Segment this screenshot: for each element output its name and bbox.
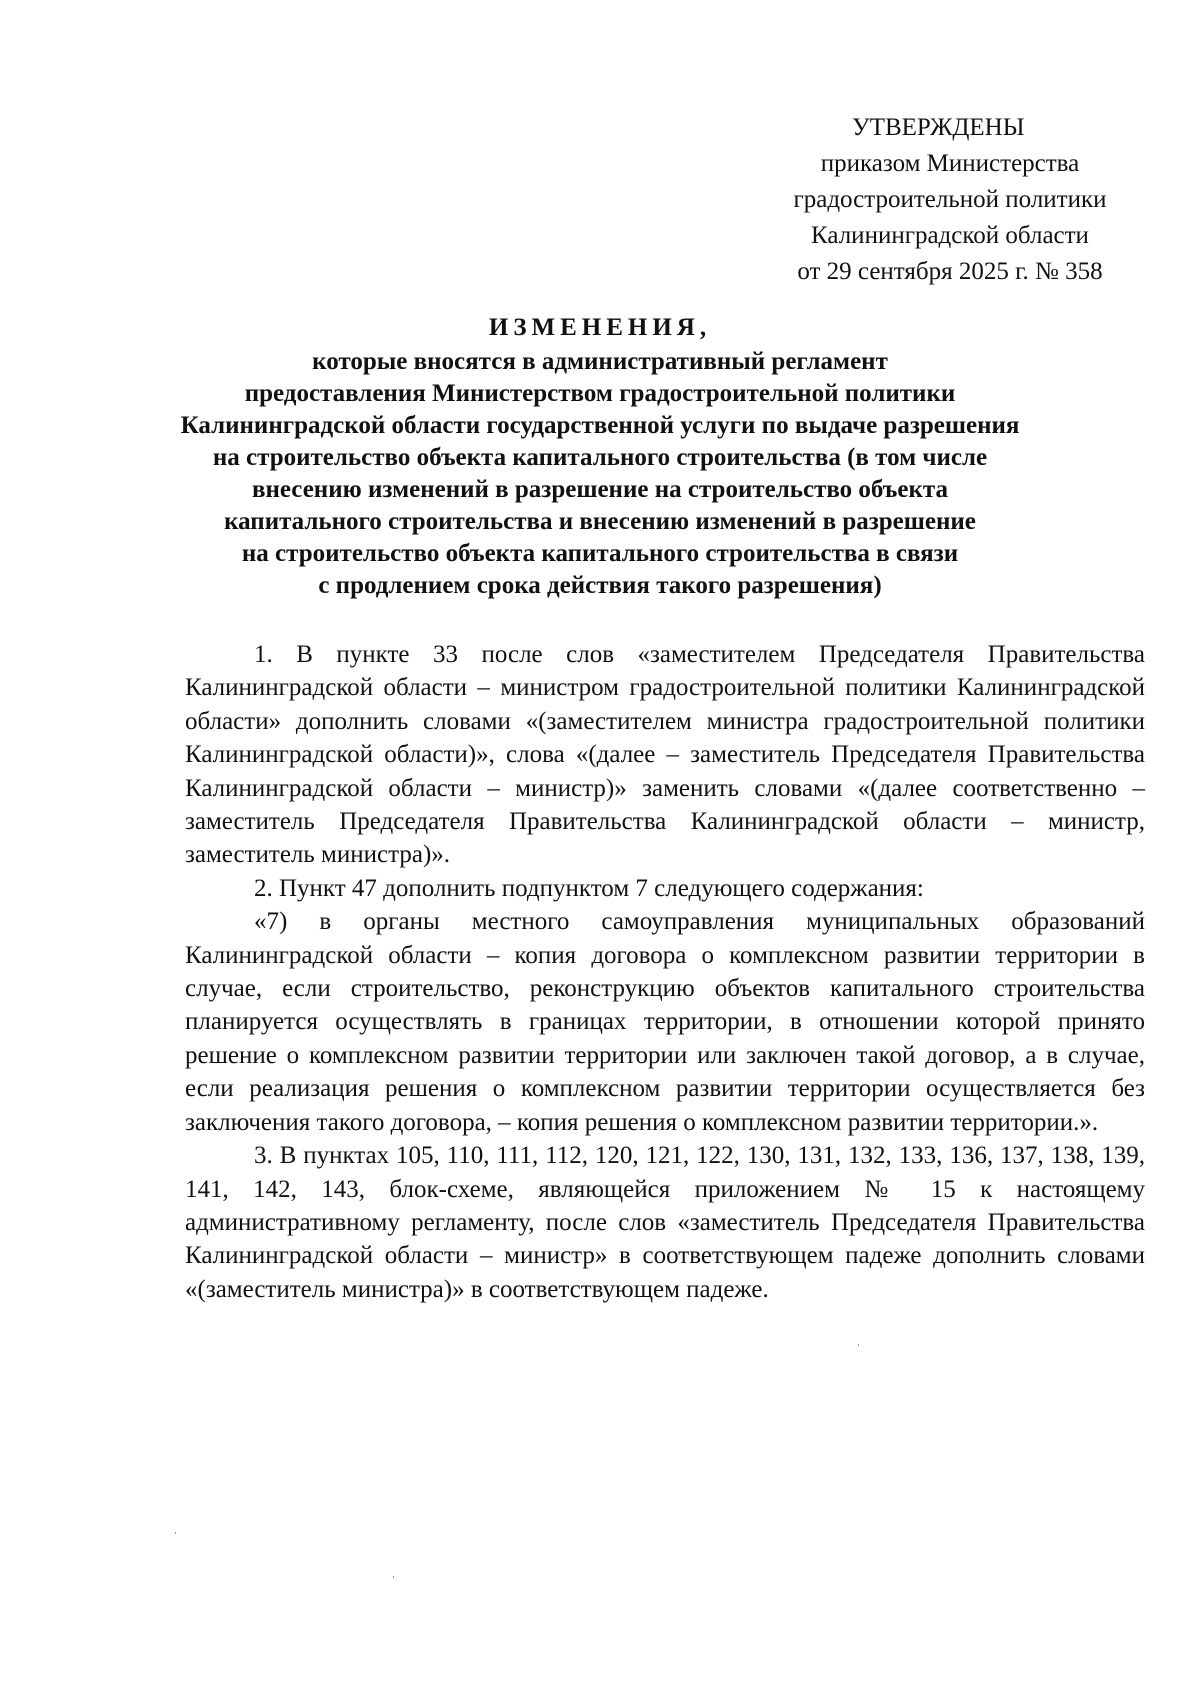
- heading-line: которые вносятся в административный регламент: [312, 348, 888, 375]
- paragraph-item-3: 3. В пунктах 105, 110, 111, 112, 120, 121, 122, 130, 131, 132, 133, 136, 137, 138, 139, 141, 142, 143, блок-схеме, являющейся приложением № 15 к настоящему административному регламенту, после слов «заместитель Председателя Правительства Калининградской области – министр» в соответствующем падеже дополнить словами «(заместитель министра)» в соответствующем падеже.: [185, 1142, 1145, 1303]
- heading-line: на строительство объекта капитального строительства в связи: [241, 540, 959, 567]
- approval-line-order: приказом Министерства: [820, 150, 1080, 177]
- document-heading: [170, 312, 1030, 602]
- heading-line: предоставления Министерством градостроительной политики: [244, 380, 956, 407]
- approval-line-date: от 29 сентября 2025 г. № 358: [797, 258, 1103, 285]
- heading-line: внесению изменений в разрешение на строительство объекта: [252, 476, 948, 503]
- heading-line: капитального строительства и внесению изменений в разрешение: [224, 508, 976, 535]
- paragraph-subitem-7: «7) в органы местного самоуправления муниципальных образований Калининградской области – копия договора о комплексном развитии территории в случае, если строительство, реконструкцию объектов капитального строительства планируется осуществлять в границах территории, в отношении которой принято решение о комплексном развитии территории или заключен такой договор, а в случае, если реализация решения о комплексном развитии территории осуществляется без заключения такого договора, – копия решения о комплексном развитии территории.».: [185, 908, 1145, 1136]
- heading-title: ИЗМЕНЕНИЯ,: [488, 314, 712, 341]
- scan-speck: [858, 1344, 859, 1346]
- document-body: [185, 638, 1145, 1306]
- scan-speck: [393, 1576, 394, 1578]
- heading-line: Калининградской области государственной услуги по выдаче разрешения: [180, 412, 1020, 439]
- scan-speck: [175, 1532, 176, 1534]
- heading-line: на строительство объекта капитального строительства (в том числе: [212, 444, 988, 471]
- approval-line-region: Калининградской области: [811, 222, 1089, 249]
- heading-line: с продлением срока действия такого разрешения): [318, 572, 882, 599]
- approval-line-policy: градостроительной политики: [793, 186, 1107, 213]
- approval-stamp-block: [760, 110, 1140, 290]
- approval-title: УТВЕРЖДЕНЫ: [852, 114, 1025, 141]
- paragraph-item-1: 1. В пункте 33 после слов «заместителем Председателя Правительства Калининградской области – министром градостроительной политики Калининградской области» дополнить словами «(заместителем министра градостроительной политики Калининградской области)», слова «(далее – заместитель Председателя Правительства Калининградской области – министр)» заменить словами «(далее соответственно – заместитель Председателя Правительства Калининградской области – министр, заместитель министра)».: [185, 641, 1145, 869]
- paragraph-item-2: 2. Пункт 47 дополнить подпунктом 7 следующего содержания:: [254, 874, 924, 902]
